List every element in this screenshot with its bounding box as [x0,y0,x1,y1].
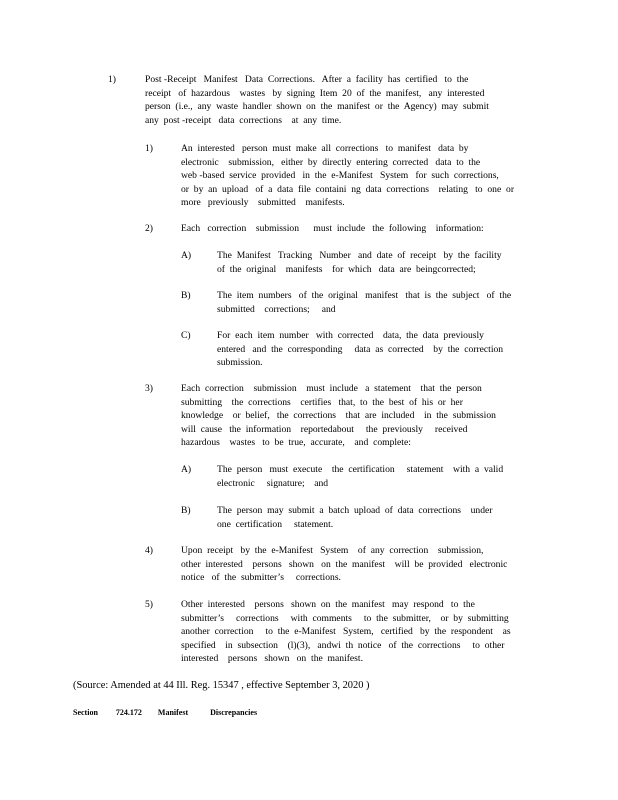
section-title-word-1: Manifest [157,708,189,717]
section-number: 724.172 [115,708,142,717]
subitem-5-number: 5) [145,599,153,610]
subitem-1-paragraph: An interested person must make all corrections to manifest data by electronic submission, either by directly entering corrected data to the web -based service provided in the e-Manifest System for such corrections, or by an upload of a data file containi ng data corrections relating to one or more previously submitted manifests. [181,143,515,209]
subitem-3-paragraph: Each correction submission must include a statement that the person submitting the corrections certifies that, to the best of his or her knowledge or belief, the corrections that are included in the submission will cause the information reportedabout the previously received hazardous wastes to be true, accurate, and complete: [181,383,496,449]
subitem-2c-number: C) [181,330,191,341]
item-1-paragraph: Post -Receipt Manifest Data Corrections. After a facility has certified to the receipt of hazardous wastes by signing Item 20 of the manifest, any interested person (i.e., any waste handler shown on the manifest or the Agency) may submit any post -receipt data corrections at any time. [145,74,489,126]
subitem-2b-paragraph: The item numbers of the original manifest that is the subject of the submitted corrections; and [217,290,512,315]
subitem-4-number: 4) [145,545,153,556]
subitem-3-number: 3) [145,383,153,394]
section-heading [73,707,257,719]
subitem-3a-number: A) [181,464,192,475]
subitem-2a-paragraph: The Manifest Tracking Number and date of receipt by the facility of the original manifests for which data are beingcorrected; [217,250,502,275]
subitem-2b-number: B) [181,290,191,301]
section-title-word-2: Discrepancies [210,708,258,717]
subitem-2-paragraph: Each correction submission must include the following information: [181,223,484,234]
source-note: (Source: Amended at 44 Ill. Reg. 15347 , effective September 3, 2020 ) [73,680,370,691]
subitem-3b-paragraph: The person may submit a batch upload of data corrections under one certification statement. [217,505,493,530]
subitem-3b-number: B) [181,505,191,516]
subitem-1-number: 1) [145,143,153,154]
section-label: Section [73,708,98,717]
subitem-4-paragraph: Upon receipt by the e-Manifest System of any correction submission, other interested persons shown on the manifest will be provided electronic notice of the submitter’s corrections. [181,545,508,584]
subitem-2a-number: A) [181,250,192,261]
subitem-3a-paragraph: The person must execute the certification statement with a valid electronic signature; and [217,464,504,489]
item-1-number: 1) [108,74,116,85]
subitem-2-number: 2) [145,223,153,234]
subitem-5-paragraph: Other interested persons shown on the manifest may respond to the submitter’s corrections with comments to the submitter, or by submitting another correction to the e-Manifest System, certified by the respondent as specified in subsection (l)(3), andwi th notice of the corrections to other interested persons shown on the manifest. [181,599,511,665]
subitem-2c-paragraph: For each item number with corrected data, the data previously entered and the corresponding data as corrected by the correction submission. [217,330,504,369]
